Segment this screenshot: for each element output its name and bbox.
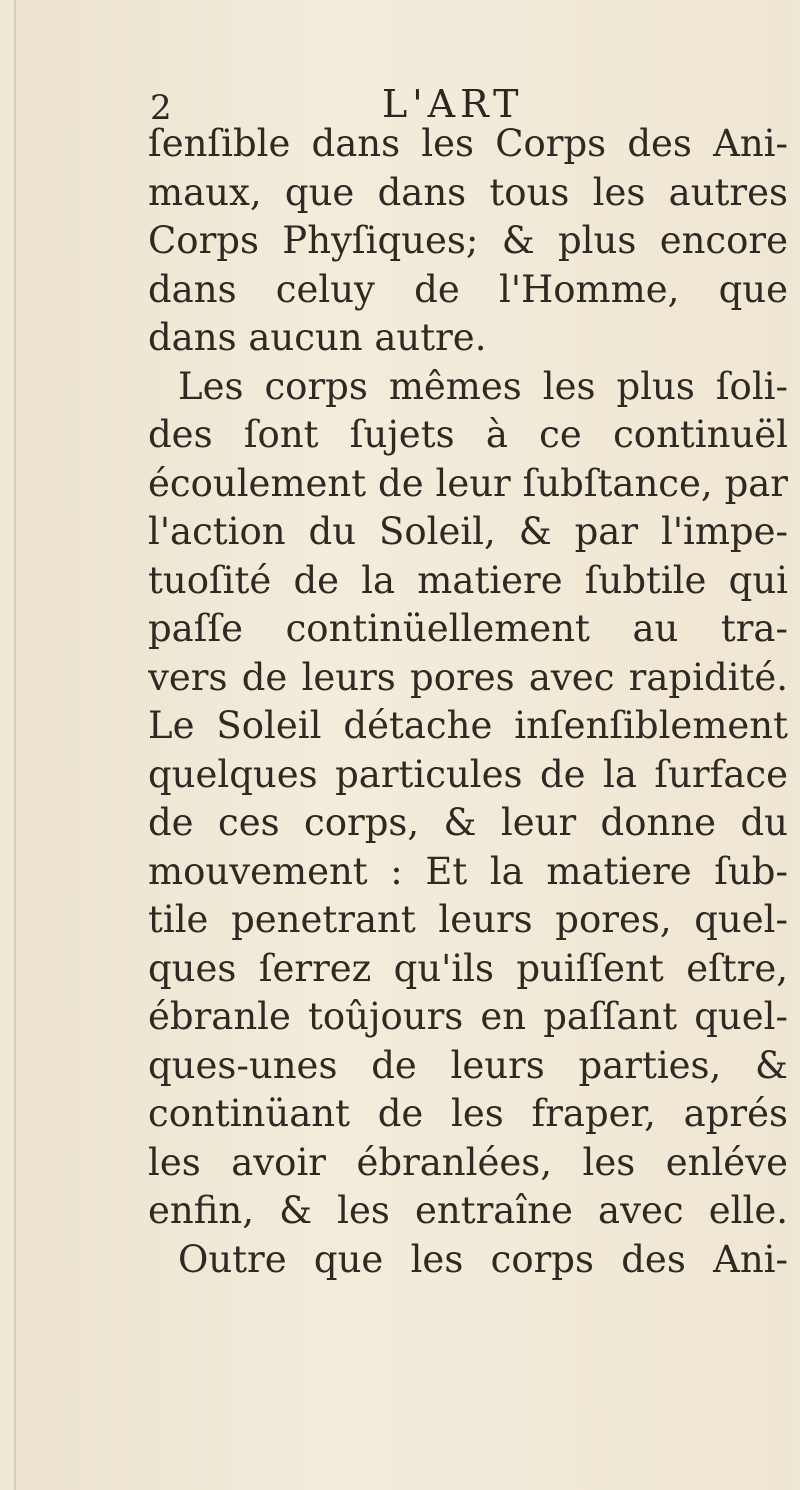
text-line: ſenſible dans les Corps des Ani- <box>148 122 788 165</box>
text-line: ques ſerrez qu'ils puiſſent eſtre, <box>148 946 788 990</box>
text-line: Les corps mêmes les plus ſoli- <box>178 364 788 408</box>
text-line: de ces corps, & leur donne du <box>148 801 788 844</box>
text-line: continüant de les fraper, aprés <box>148 1092 788 1135</box>
text-line: des ſont ſujets à ce continuël <box>148 413 788 456</box>
text-line: dans aucun autre. <box>148 316 487 359</box>
text-line: maux, que dans tous les autres <box>148 170 788 214</box>
text-line: Corps Phyſiques; & plus encore <box>148 219 788 262</box>
text-line: dans celuy de l'Homme, que <box>148 267 788 311</box>
text-line: paſſe continüellement au tra- <box>148 607 788 650</box>
running-title: L'ART <box>382 82 524 126</box>
text-line: ébranle toûjours en paſſant quel- <box>148 995 788 1038</box>
text-line: quelques particules de la ſurface <box>148 752 788 796</box>
book-page <box>14 0 792 1490</box>
text-line: Outre que les corps des Ani- <box>178 1237 788 1281</box>
text-line: enfin, & les entraîne avec elle. <box>148 1189 788 1232</box>
text-line: mouvement : Et la matiere ſub- <box>148 849 788 893</box>
text-line: tuoſité de la matiere ſubtile qui <box>148 558 788 602</box>
body-text <box>148 120 788 1284</box>
page-number: 2 <box>150 88 172 128</box>
text-line: vers de leurs pores avec rapidité. <box>148 655 788 699</box>
text-line: Le Soleil détache inſenſiblement <box>148 704 788 747</box>
text-line: les avoir ébranlées, les enléve <box>148 1140 788 1184</box>
text-line: l'action du Soleil, & par l'impe- <box>148 510 788 553</box>
text-line: ques-unes de leurs parties, & <box>148 1043 788 1087</box>
text-line: tile penetrant leurs pores, quel- <box>148 898 788 941</box>
text-line: écoulement de leur ſubſtance, par <box>148 461 788 505</box>
